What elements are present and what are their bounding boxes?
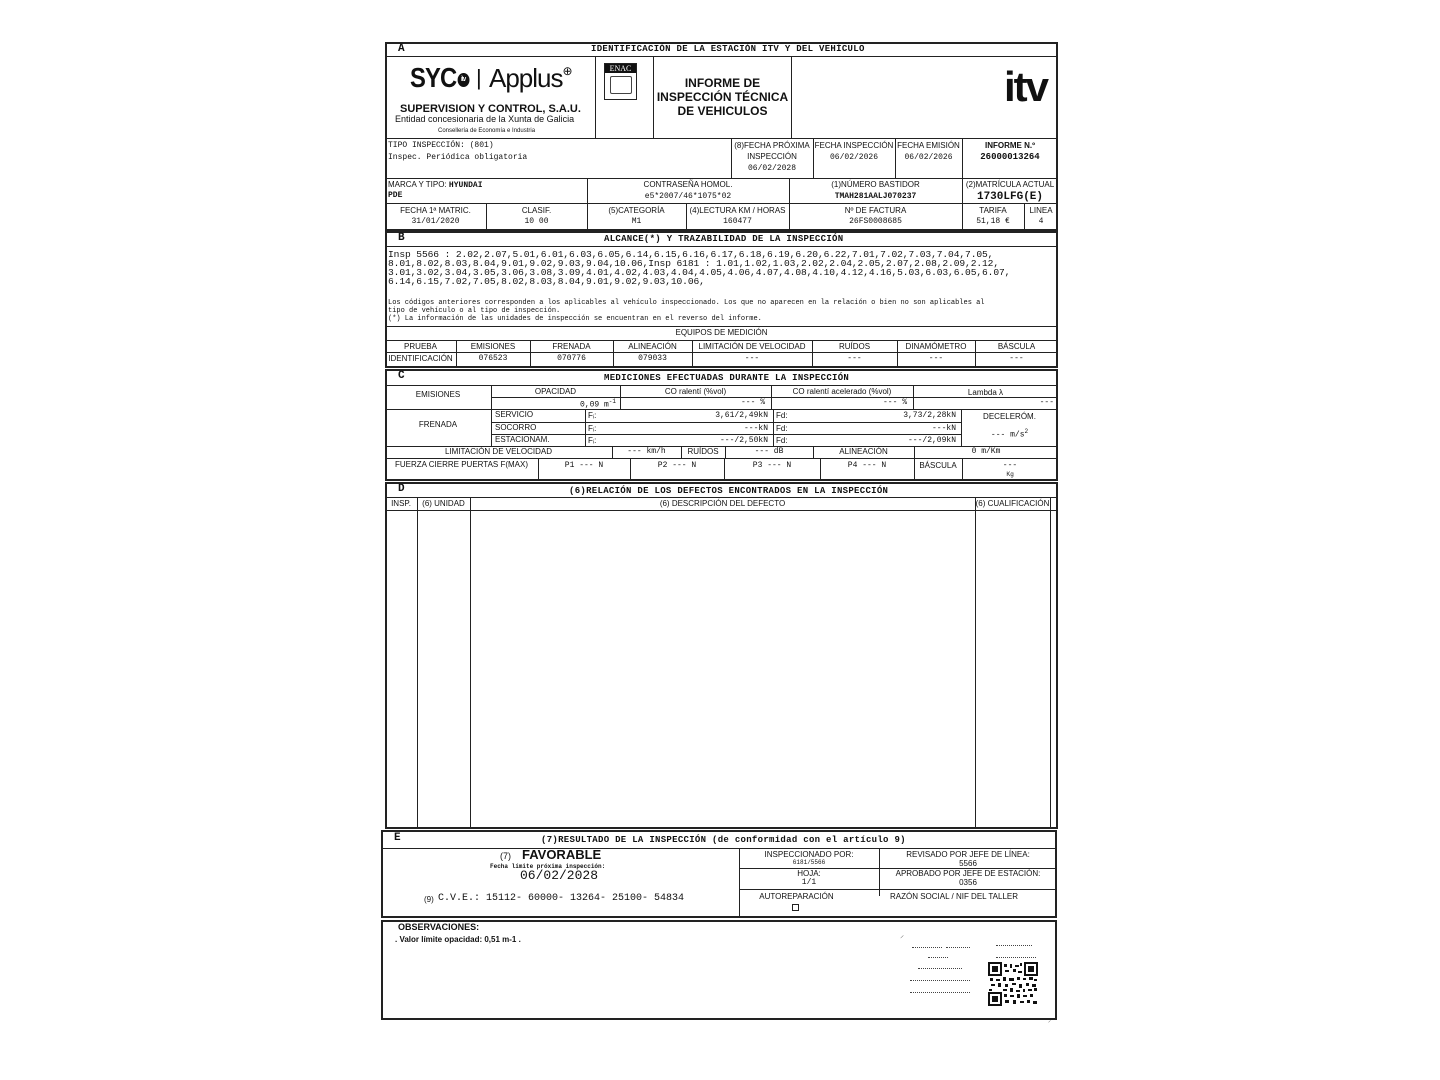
contrasena-value: e5*2007/46*1075*02 <box>644 192 732 201</box>
scope-line-1: Insp 5566 : 2.02,2.07,5.01,6.01,6.03,6.05,6.14,6.15,6.16,6.17,6.18,6.19,6.20,6.22,7.01,7.02,7.03,7.04,7.05, <box>388 249 994 260</box>
scope-line-3: 3.01,3.02,3.04,3.05,3.06,3.08,3.09,4.01,4.02,4.03,4.04,4.05,4.06,4.07,4.08,4.10,4.12,4.16,5.03,6.03,6.05,6.07, <box>388 267 1011 278</box>
socorro-label: SOCORRO <box>495 423 537 432</box>
tipo-inspeccion-value: Inspec. Periódica obligatoria <box>388 153 528 162</box>
estacionam-label: ESTACIONAM. <box>495 435 550 444</box>
observaciones-label: OBSERVACIONES: <box>398 922 480 932</box>
fecha-inspeccion-label: FECHA INSPECCIÓN <box>814 141 894 150</box>
puerta-p1: P1 --- N <box>564 461 604 470</box>
report-title-2: INSPECCIÓN TÉCNICA <box>656 90 789 104</box>
cve-value: C.V.E.: 15112- 60000- 13264- 25100- 54834 <box>438 893 685 904</box>
section-d-letter: D <box>398 483 405 495</box>
estacionam-fd-value: ---/2,09kN <box>907 436 956 445</box>
bastidor-value: TMAH281AALJ070237 <box>834 192 917 201</box>
fecha-emision-value: 06/02/2026 <box>904 153 953 162</box>
alineacion-value: 0 m/Km <box>971 447 1001 456</box>
hoja-label: HOJA: <box>797 869 821 878</box>
equipos-value-prueba: IDENTIFICACIÓN <box>388 354 453 363</box>
tarifa-value: 51,18 € <box>976 217 1010 226</box>
scope-note-2: tipo de vehículo o al tipo de inspección. <box>388 307 561 315</box>
itv-logo: itv <box>1004 63 1048 110</box>
lambda-label: Lambda λ <box>967 388 1004 397</box>
fecha-limite-value: 06/02/2028 <box>520 868 599 883</box>
fecha-inspeccion-value: 06/02/2026 <box>829 153 878 162</box>
lectura-value: 160477 <box>723 217 752 226</box>
equipos-value-limitacion: --- <box>744 354 760 363</box>
puerta-p2: P2 --- N <box>657 461 697 470</box>
aprobado-label: APROBADO POR JEFE DE ESTACIÓN: <box>895 869 1041 878</box>
inspeccionado-label: INSPECCIONADO POR: <box>764 850 854 859</box>
servicio-label: SERVICIO <box>495 410 534 419</box>
scope-line-2: 8.01,8.02,8.03,8.04,9.01,9.02,9.03,9.04,10.06,Insp 6181 : 1.01,1.02,1.03,2.02,2.04,2.05,2.07,2.08,2.09,2.12, <box>388 258 999 269</box>
section-b-letter: B <box>398 232 405 244</box>
linea-label: LINEA <box>1029 206 1053 215</box>
tipo-vehiculo-value: PDE <box>388 191 403 200</box>
categoria-value: M1 <box>631 217 642 226</box>
co-acelerado-value: --- % <box>882 398 907 407</box>
opacidad-value: 0,09 $m^{-1}$ <box>579 398 616 410</box>
qr-code <box>988 962 1038 1006</box>
co-ralenti-label: CO ralentí (%vol) <box>664 387 727 396</box>
company-name: SUPERVISION Y CONTROL, S.A.U. <box>400 103 581 115</box>
servicio-fd-value: 3,73/2,28kN <box>903 411 956 420</box>
report-title-3: DE VEHICULOS <box>677 104 768 118</box>
section-b-title: ALCANCE(*) Y TRAZABILIDAD DE LA INSPECCIÓN <box>604 234 844 244</box>
defects-col-insp: INSP. <box>391 499 411 508</box>
fecha-matric-label: FECHA 1ª MATRIC. <box>400 206 471 215</box>
matricula-value: 1730LFG(E) <box>976 191 1043 203</box>
section-a-title: IDENTIFICACIÓN DE LA ESTACIÓN ITV Y DEL VEHÍCULO <box>591 44 865 54</box>
tarifa-label: TARIFA <box>979 206 1007 215</box>
categoria-label: (5)CATEGORÍA <box>608 206 665 215</box>
scope-note-1: Los códigos anteriores corresponden a los aplicables al vehículo inspeccionado. Los que no aparecen en la relación o bien no son aplicables al <box>388 299 985 307</box>
company-sub2: Consellería de Economía e Industria <box>438 128 536 134</box>
bastidor-label: (1)NÚMERO BASTIDOR <box>831 180 920 189</box>
section-d <box>385 482 1058 829</box>
linea-value: 4 <box>1038 217 1044 226</box>
fecha-proxima-value: 06/02/2028 <box>747 164 796 173</box>
ruidos-label: RUÍDOS <box>687 447 719 456</box>
factura-label: Nº DE FACTURA <box>844 206 907 215</box>
applus-logo: Applus⊕ <box>489 63 572 93</box>
equipos-value-frenada: 070776 <box>557 354 586 363</box>
decelerometro-label: DECELERÓM. <box>983 412 1036 421</box>
inspeccionado-value: 6181/5566 <box>792 859 826 866</box>
company-sub: Entidad concesionaria de la Xunta de Galicia <box>395 114 575 124</box>
estacionam-fi-value: ---/2,50kN <box>719 436 768 445</box>
informe-value: 26000013264 <box>980 152 1040 162</box>
lambda-value: --- <box>1039 398 1054 407</box>
equipos-header-limitacion: LIMITACIÓN DE VELOCIDAD <box>698 342 806 351</box>
aprobado-value: 0356 <box>959 878 977 887</box>
autoreparacion-checkbox[interactable] <box>792 904 799 911</box>
fecha-limite-label: Fecha límite próxima inspección: <box>490 863 606 870</box>
clasif-label: CLASIF. <box>521 206 552 215</box>
servicio-fi-value: 3,61/2,49kN <box>715 411 768 420</box>
report-title-1: INFORME DE <box>684 76 761 90</box>
equipos-header-emisiones: EMISIONES <box>470 342 516 351</box>
limitacion-value: --- km/h <box>627 447 666 456</box>
opacidad-label: OPACIDAD <box>534 387 577 396</box>
bascula-value: --- <box>1002 461 1018 470</box>
section-a-letter: A <box>398 43 405 55</box>
socorro-fd-value: ---kN <box>931 424 956 433</box>
limitacion-label: LIMITACIÓN DE VELOCIDAD <box>445 447 552 456</box>
fecha-emision-label: FECHA EMISIÓN <box>897 141 960 150</box>
fecha-proxima-label: (8)FECHA PRÓXIMA <box>734 141 810 150</box>
revisado-value: 5566 <box>959 859 977 868</box>
bascula-unit: Kg <box>1006 472 1014 478</box>
matricula-label: (2)MATRÍCULA ACTUAL <box>965 180 1055 189</box>
section-c-letter: C <box>398 370 405 382</box>
revisado-label: REVISADO POR JEFE DE LÍNEA: <box>906 850 1030 859</box>
fecha-matric-value: 31/01/2020 <box>411 217 460 226</box>
bascula-label: BÁSCULA <box>919 461 957 470</box>
cve-num: (9) <box>424 895 434 904</box>
syc-logo: SYC itv <box>410 63 469 94</box>
puerta-p3: P3 --- N <box>752 461 792 470</box>
socorro-fi-value: ---kN <box>743 424 768 433</box>
equipos-value-dinamometro: --- <box>928 354 944 363</box>
fuerza-cierre-label: FUERZA CIERRE PUERTAS F(MAX) <box>394 460 529 469</box>
defects-col-unidad: (6) UNIDAD <box>422 499 465 508</box>
equipos-header-bascula: BÁSCULA <box>997 342 1036 351</box>
equipos-header-ruidos: RUÍDOS <box>838 342 871 351</box>
autoreparacion-label: AUTOREPARACIÓN <box>759 892 834 901</box>
clasif-value: 10 00 <box>524 217 549 226</box>
section-d-title: (6)RELACIÓN DE LOS DEFECTOS ENCONTRADOS EN LA INSPECCIÓN <box>569 486 889 496</box>
tipo-inspeccion-label: TIPO INSPECCIÓN: (801) <box>388 141 494 150</box>
equipos-value-alineacion: 079033 <box>638 354 667 363</box>
marca-label: MARCA Y TIPO: HYUNDAI <box>388 180 483 190</box>
section-c-title: MEDICIONES EFECTUADAS DURANTE LA INSPECCIÓN <box>604 373 850 383</box>
equipos-header-alineacion: ALINEACIÓN <box>628 342 677 351</box>
scope-note-3: (*) La información de las unidades de inspección se encuentran en el reverso del informe. <box>388 315 762 323</box>
co-ralenti-value: --- % <box>740 398 765 407</box>
ruidos-value: --- dB <box>754 447 784 456</box>
equipos-header-frenada: FRENADA <box>552 342 591 351</box>
section-e-letter: E <box>394 832 401 844</box>
scope-line-4: 6.14,6.15,7.02,7.05,8.02,8.03,8.04,9.01,9.02,9.03,10.06, <box>388 276 705 287</box>
lectura-label: (4)LECTURA KM / HORAS <box>689 206 786 215</box>
equipos-value-ruidos: --- <box>847 354 862 363</box>
decelerometro-value: --- $m/s^2$ <box>990 428 1029 440</box>
razon-social-label: RAZÓN SOCIAL / NIF DEL TALLER <box>890 892 1019 901</box>
enac-logo: ENAC <box>604 63 637 100</box>
equipos-title: EQUIPOS DE MEDICIÓN <box>675 328 768 337</box>
defects-col-descripcion: (6) DESCRIPCIÓN DEL DEFECTO <box>659 499 786 508</box>
resultado-num: (7) <box>500 851 511 861</box>
emisiones-label: EMISIONES <box>415 390 461 399</box>
factura-value: 26FS0008685 <box>849 217 902 226</box>
resultado-value: FAVORABLE <box>522 847 602 862</box>
defects-col-calificacion: (6) CUALIFICACIÓN <box>975 499 1050 508</box>
equipos-value-emisiones: 076523 <box>478 354 508 363</box>
equipos-header-prueba: PRUEBA <box>404 342 437 351</box>
informe-label: INFORME N.º <box>984 141 1036 150</box>
equipos-value-bascula: --- <box>1009 354 1024 363</box>
alineacion-label: ALINEACIÓN <box>839 447 888 456</box>
co-acelerado-label: CO ralentí acelerado (%vol) <box>792 387 892 396</box>
marca-value: HYUNDAI <box>448 181 483 190</box>
hoja-value: 1/1 <box>801 878 817 887</box>
contrasena-label: CONTRASEÑA HOMOL. <box>643 180 733 189</box>
signature-lines: ⸍ <box>900 933 1040 1013</box>
observaciones-text: . Valor límite opacidad: 0,51 m-1 . <box>395 935 521 944</box>
frenada-label: FRENADA <box>418 420 458 429</box>
section-e-title: (7)RESULTADO DE LA INSPECCIÓN (de conformidad con el artículo 9) <box>541 835 906 845</box>
puerta-p4: P4 --- N <box>847 461 887 470</box>
equipos-header-dinamometro: DINAMÓMETRO <box>905 342 967 351</box>
